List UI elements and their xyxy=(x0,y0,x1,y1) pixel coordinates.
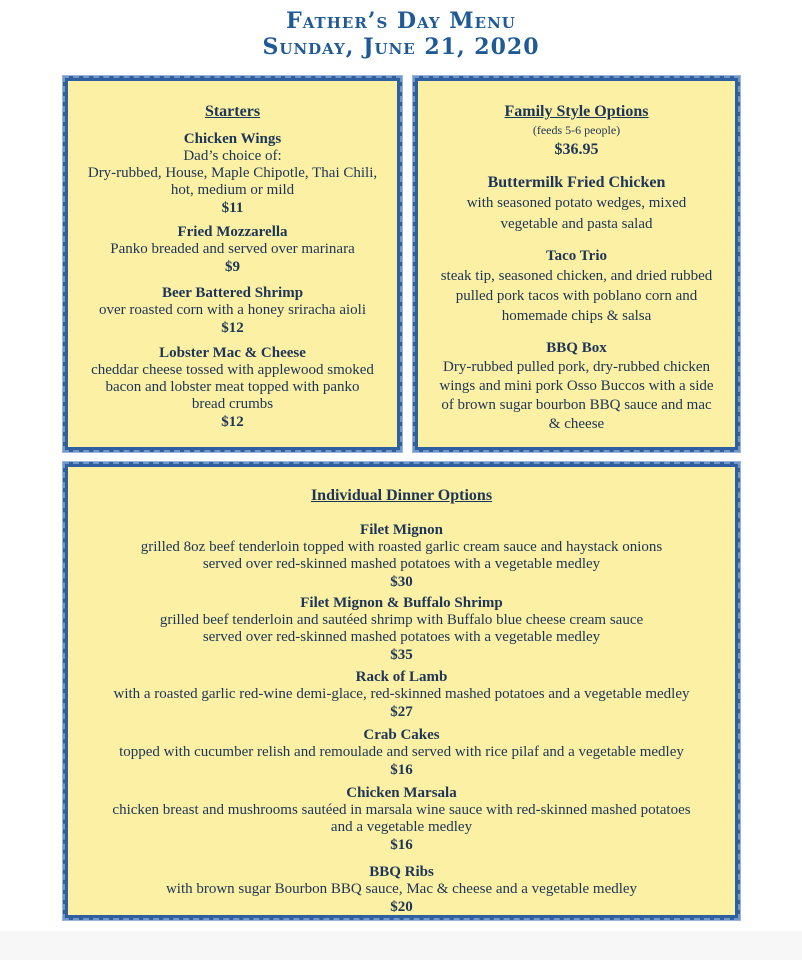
item-desc: chicken breast and mushrooms sautéed in marsala wine sauce with red-skinned mashed potatoes xyxy=(112,802,691,818)
menu-item xyxy=(418,339,735,434)
menu-item xyxy=(68,345,397,431)
starters-section xyxy=(63,76,402,452)
menu-item xyxy=(68,785,735,854)
item-name: Crab Cakes xyxy=(363,727,440,743)
item-name: Filet Mignon & Buffalo Shrimp xyxy=(300,595,503,611)
item-desc: with seasoned potato wedges, mixed xyxy=(466,195,687,211)
menu-item xyxy=(68,727,735,779)
dinner-heading: Individual Dinner Options xyxy=(310,487,493,504)
menu-item xyxy=(68,522,735,591)
item-price: $16 xyxy=(390,837,413,853)
item-desc: bread crumbs xyxy=(191,396,274,412)
item-desc: over roasted corn with a honey sriracha aioli xyxy=(99,302,366,318)
item-desc: steak tip, seasoned chicken, and dried rubbed xyxy=(440,268,713,284)
item-price: $9 xyxy=(225,259,240,275)
item-name: Taco Trio xyxy=(546,248,607,264)
family-note: (feeds 5-6 people) xyxy=(532,123,621,137)
dinner-section xyxy=(63,462,740,920)
item-desc: Dry-rubbed pulled pork, dry-rubbed chicken xyxy=(443,359,710,375)
item-name: Buttermilk Fried Chicken xyxy=(487,174,666,191)
item-desc: pulled pork tacos with poblano corn and xyxy=(455,288,698,304)
family-heading: Family Style Options xyxy=(504,103,649,120)
item-desc: Panko breaded and served over marinara xyxy=(110,241,355,257)
item-price: $20 xyxy=(390,899,413,915)
menu-item xyxy=(68,131,397,217)
page-bottom-margin xyxy=(0,931,802,960)
item-name: Chicken Wings xyxy=(183,131,282,147)
item-desc: vegetable and pasta salad xyxy=(500,216,653,232)
family-price: $36.95 xyxy=(554,141,599,158)
item-desc: hot, medium or mild xyxy=(170,182,295,198)
item-desc: topped with cucumber relish and remoulade and served with rice pilaf and a vegetable medley xyxy=(119,744,684,760)
starters-heading: Starters xyxy=(204,103,261,120)
item-desc: with brown sugar Bourbon BBQ sauce, Mac & cheese and a vegetable medley xyxy=(165,881,638,897)
item-desc: of brown sugar bourbon BBQ sauce and mac xyxy=(441,397,712,413)
item-price: $12 xyxy=(221,414,244,430)
menu-item xyxy=(68,864,735,916)
item-name: Chicken Marsala xyxy=(346,785,457,801)
item-name: BBQ Ribs xyxy=(369,864,434,880)
item-price: $27 xyxy=(390,704,413,720)
item-name: Beer Battered Shrimp xyxy=(161,285,304,301)
family-style-section xyxy=(413,76,740,452)
item-price: $12 xyxy=(221,320,244,336)
item-desc: cheddar cheese tossed with applewood smoked xyxy=(91,362,374,378)
item-name: BBQ Box xyxy=(546,340,607,356)
menu-item xyxy=(418,247,735,326)
item-desc: bacon and lobster meat topped with panko xyxy=(105,379,360,395)
menu-item xyxy=(68,285,397,337)
item-desc: homemade chips & salsa xyxy=(501,308,652,324)
item-desc: served over red-skinned mashed potatoes with a vegetable medley xyxy=(202,556,601,572)
item-desc: and a vegetable medley xyxy=(330,819,473,835)
item-price: $35 xyxy=(390,647,413,663)
item-name: Fried Mozzarella xyxy=(177,224,288,240)
item-price: $30 xyxy=(390,574,413,590)
item-price: $16 xyxy=(390,762,413,778)
item-desc: Dad’s choice of: xyxy=(183,148,282,164)
menu-item xyxy=(68,224,397,276)
menu-date: Sunday, June 21, 2020 xyxy=(262,34,540,60)
menu-item xyxy=(68,595,735,664)
menu-item xyxy=(68,669,735,721)
item-desc: Dry-rubbed, House, Maple Chipotle, Thai Chili, xyxy=(87,165,378,181)
item-price: $11 xyxy=(221,200,244,216)
item-desc: grilled 8oz beef tenderloin topped with roasted garlic cream sauce and haystack onions xyxy=(140,539,663,555)
item-desc: wings and mini pork Osso Buccos with a side xyxy=(439,378,714,394)
menu-title: Father’s Day Menu xyxy=(286,8,516,34)
item-desc: served over red-skinned mashed potatoes with a vegetable medley xyxy=(202,629,601,645)
item-desc: & cheese xyxy=(548,416,605,432)
item-name: Lobster Mac & Cheese xyxy=(159,345,306,361)
menu-item xyxy=(418,173,735,235)
item-desc: grilled beef tenderloin and sautéed shrimp with Buffalo blue cheese cream sauce xyxy=(159,612,644,628)
item-desc: with a roasted garlic red-wine demi-glace, red-skinned mashed potatoes and a vegetable medley xyxy=(113,686,690,702)
item-name: Filet Mignon xyxy=(360,522,443,538)
item-name: Rack of Lamb xyxy=(355,669,448,685)
